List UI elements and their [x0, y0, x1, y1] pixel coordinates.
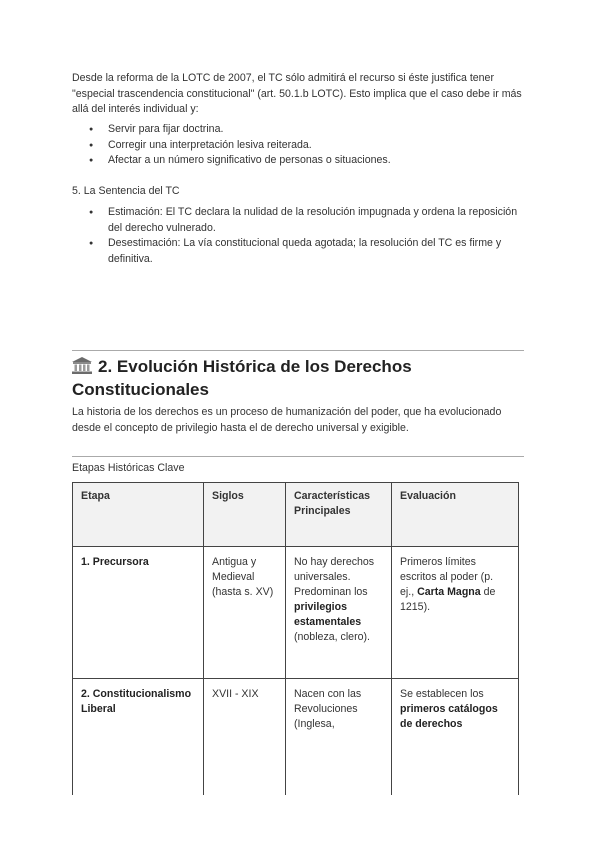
list-item-text: La vía constitucional queda agotada; la resolución del TC es firme y definitiva.: [108, 237, 502, 265]
list-item: [72, 236, 528, 267]
criteria-list: [72, 122, 528, 169]
table-cell: No hay derechos universales. Predominan los privilegios estamentales (nobleza, clero).: [286, 547, 392, 679]
section-divider: [72, 350, 524, 351]
list-item-term: Estimación:: [108, 206, 163, 218]
list-item: ● Servir para fijar doctrina.: [72, 122, 528, 138]
evolucion-paragraph: La historia de los derechos es un proceso de humanización del poder, que ha evolucionado desde el concepto de privilegio hasta el de derecho universal y exigible.: [72, 406, 502, 434]
table-divider: [72, 456, 524, 457]
table-header-row: [73, 483, 519, 547]
stages-table: [72, 482, 519, 795]
table-cell: XVII - XIX: [204, 679, 286, 796]
column-header: Siglos: [204, 483, 286, 547]
list-item-term: Desestimación:: [108, 237, 181, 249]
table-cell: Antigua y Medieval (hasta s. XV): [204, 547, 286, 679]
section-heading-text: 2. Evolución Histórica de los Derechos Constitucionales: [72, 357, 412, 399]
column-header: Características Principales: [286, 483, 392, 547]
sentencia-list: [72, 205, 528, 267]
table-row: [73, 679, 519, 796]
intro-paragraph: Desde la reforma de la LOTC de 2007, el TC sólo admitirá el recurso si éste justifica tener "especial trascendencia constitucional" (art. 50.1.b LOTC). Esto implica que el caso debe ir más allá del interés individual y:: [72, 72, 522, 115]
classical-building-icon: [72, 357, 92, 374]
table-caption: Etapas Históricas Clave: [72, 462, 185, 474]
table-cell: 2. Constitucionalismo Liberal: [73, 679, 204, 796]
table-cell: Nacen con las Revoluciones (Inglesa,: [286, 679, 392, 796]
list-item: ● Afectar a un número significativo de personas o situaciones.: [72, 153, 528, 169]
table-cell: Primeros límites escritos al poder (p. ej., Carta Magna de 1215).: [392, 547, 519, 679]
column-header: Evaluación: [392, 483, 519, 547]
table-cell: 1. Precursora: [73, 547, 204, 679]
table-row: [73, 547, 519, 679]
list-item: ● Corregir una interpretación lesiva reiterada.: [72, 138, 528, 154]
subsection-title: 5. La Sentencia del TC: [72, 185, 180, 197]
column-header: Etapa: [73, 483, 204, 547]
list-item-text: El TC declara la nulidad de la resolución impugnada y ordena la reposición del derecho vulnerado.: [108, 206, 518, 234]
section-heading: [72, 355, 528, 401]
table-cell: Se establecen los primeros catálogos de derechos: [392, 679, 519, 796]
list-item: [72, 205, 528, 236]
